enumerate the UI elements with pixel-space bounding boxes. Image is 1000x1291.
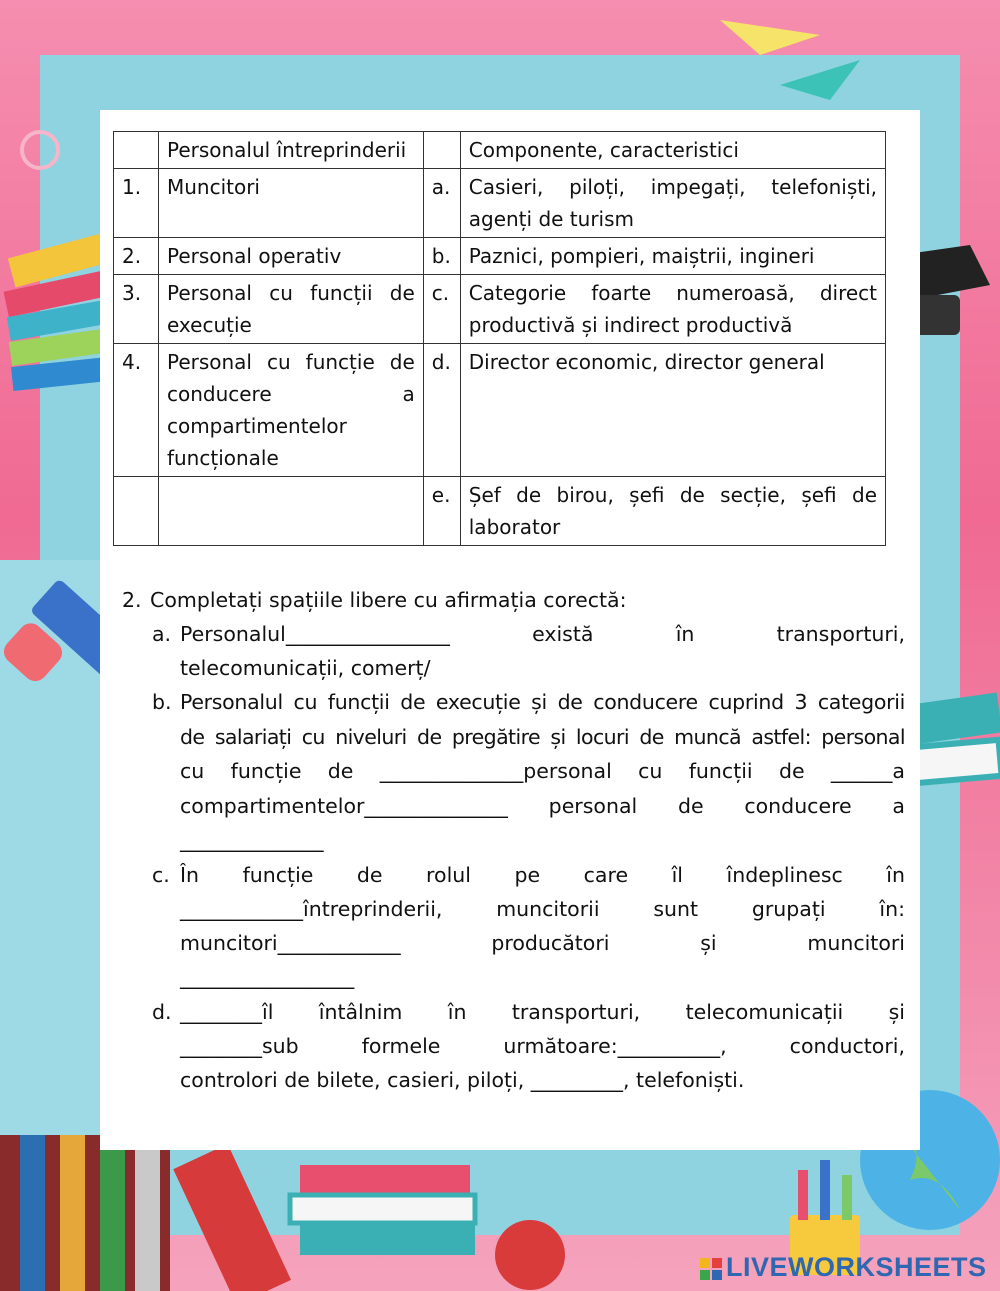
item-c-line-3[interactable]: muncitori____________ producători și muncitori — [180, 931, 905, 955]
item-b-line-1[interactable]: Personalul cu funcții de execuție și de conducere cuprind 3 categorii — [180, 690, 905, 714]
item-a-line-1[interactable]: Personalul________________ există în transporturi, — [180, 622, 905, 646]
apple-icon — [495, 1220, 565, 1290]
brand-logo-text[interactable]: LIVEWORKSHEETS — [726, 1252, 987, 1282]
item-b-line-5[interactable]: ______________ — [180, 828, 324, 852]
table-row — [114, 169, 886, 238]
personal-category[interactable]: Personal cu funcții de execuție — [158, 275, 423, 344]
item-c-line-1[interactable]: În funcție de rolul pe care îl îndeplinesc în — [180, 863, 905, 887]
paper-plane-icon — [720, 20, 820, 55]
row-letter: d. — [423, 344, 460, 477]
item-d-line-2[interactable]: ________sub formele următoare:__________, conductori, — [180, 1034, 905, 1058]
item-label: a. — [152, 622, 172, 646]
item-b-line-3[interactable]: cu funcție de ______________personal cu funcții de ______a — [180, 759, 905, 783]
personal-category[interactable]: Personal operativ — [158, 238, 423, 275]
item-b-line-2[interactable]: de salariați cu niveluri de pregătire și locuri de muncă astfel: personal — [180, 725, 905, 749]
table-row — [114, 477, 886, 546]
component-description[interactable]: Director economic, director general — [460, 344, 885, 477]
row-letter: e. — [423, 477, 460, 546]
row-number: 1. — [114, 169, 159, 238]
row-number: 2. — [114, 238, 159, 275]
row-number: 4. — [114, 344, 159, 477]
paper-plane-icon — [780, 60, 860, 100]
item-label: b. — [152, 690, 172, 714]
row-letter: b. — [423, 238, 460, 275]
personnel-table — [113, 131, 886, 546]
component-description[interactable]: Categorie foarte numeroasă, direct productivă și indirect productivă — [460, 275, 885, 344]
item-c-line-4[interactable]: _________________ — [180, 965, 355, 989]
table-header-row — [114, 132, 886, 169]
table-row — [114, 344, 886, 477]
row-letter: a. — [423, 169, 460, 238]
item-c-line-2[interactable]: ____________întreprinderii, muncitorii sunt grupați în: — [180, 897, 905, 921]
exercise-title: Completați spațiile libere cu afirmația corectă: — [150, 588, 627, 612]
table-cell — [114, 132, 159, 169]
table-row — [114, 238, 886, 275]
table-row — [114, 275, 886, 344]
item-label: c. — [152, 863, 170, 887]
component-description[interactable]: Paznici, pompieri, maiștrii, ingineri — [460, 238, 885, 275]
row-letter: c. — [423, 275, 460, 344]
row-number: 3. — [114, 275, 159, 344]
table-header-personal: Personalul întreprinderii — [158, 132, 423, 169]
item-label: d. — [152, 1000, 172, 1024]
item-a-line-2[interactable]: telecomunicații, comerț/ — [180, 656, 431, 680]
item-d-line-1[interactable]: ________îl întâlnim în transporturi, telecomunicații și — [180, 1000, 905, 1024]
item-b-line-4[interactable]: compartimentelor______________ personal de conducere a — [180, 794, 905, 818]
exercise-number: 2. — [122, 588, 142, 612]
liveworksheets-logo-icon — [700, 1258, 722, 1280]
component-description[interactable]: Șef de birou, șefi de secție, șefi de laborator — [460, 477, 885, 546]
personal-category[interactable]: Personal cu funcție de conducere a compartimentelor funcționale — [158, 344, 423, 477]
personal-category — [158, 477, 423, 546]
item-d-line-3[interactable]: controlori de bilete, casieri, piloți, _________, telefoniști. — [180, 1068, 745, 1092]
component-description[interactable]: Casieri, piloți, impegați, telefoniști, agenți de turism — [460, 169, 885, 238]
table-cell — [423, 132, 460, 169]
row-number — [114, 477, 159, 546]
table-header-components: Componente, caracteristici — [460, 132, 885, 169]
personal-category[interactable]: Muncitori — [158, 169, 423, 238]
